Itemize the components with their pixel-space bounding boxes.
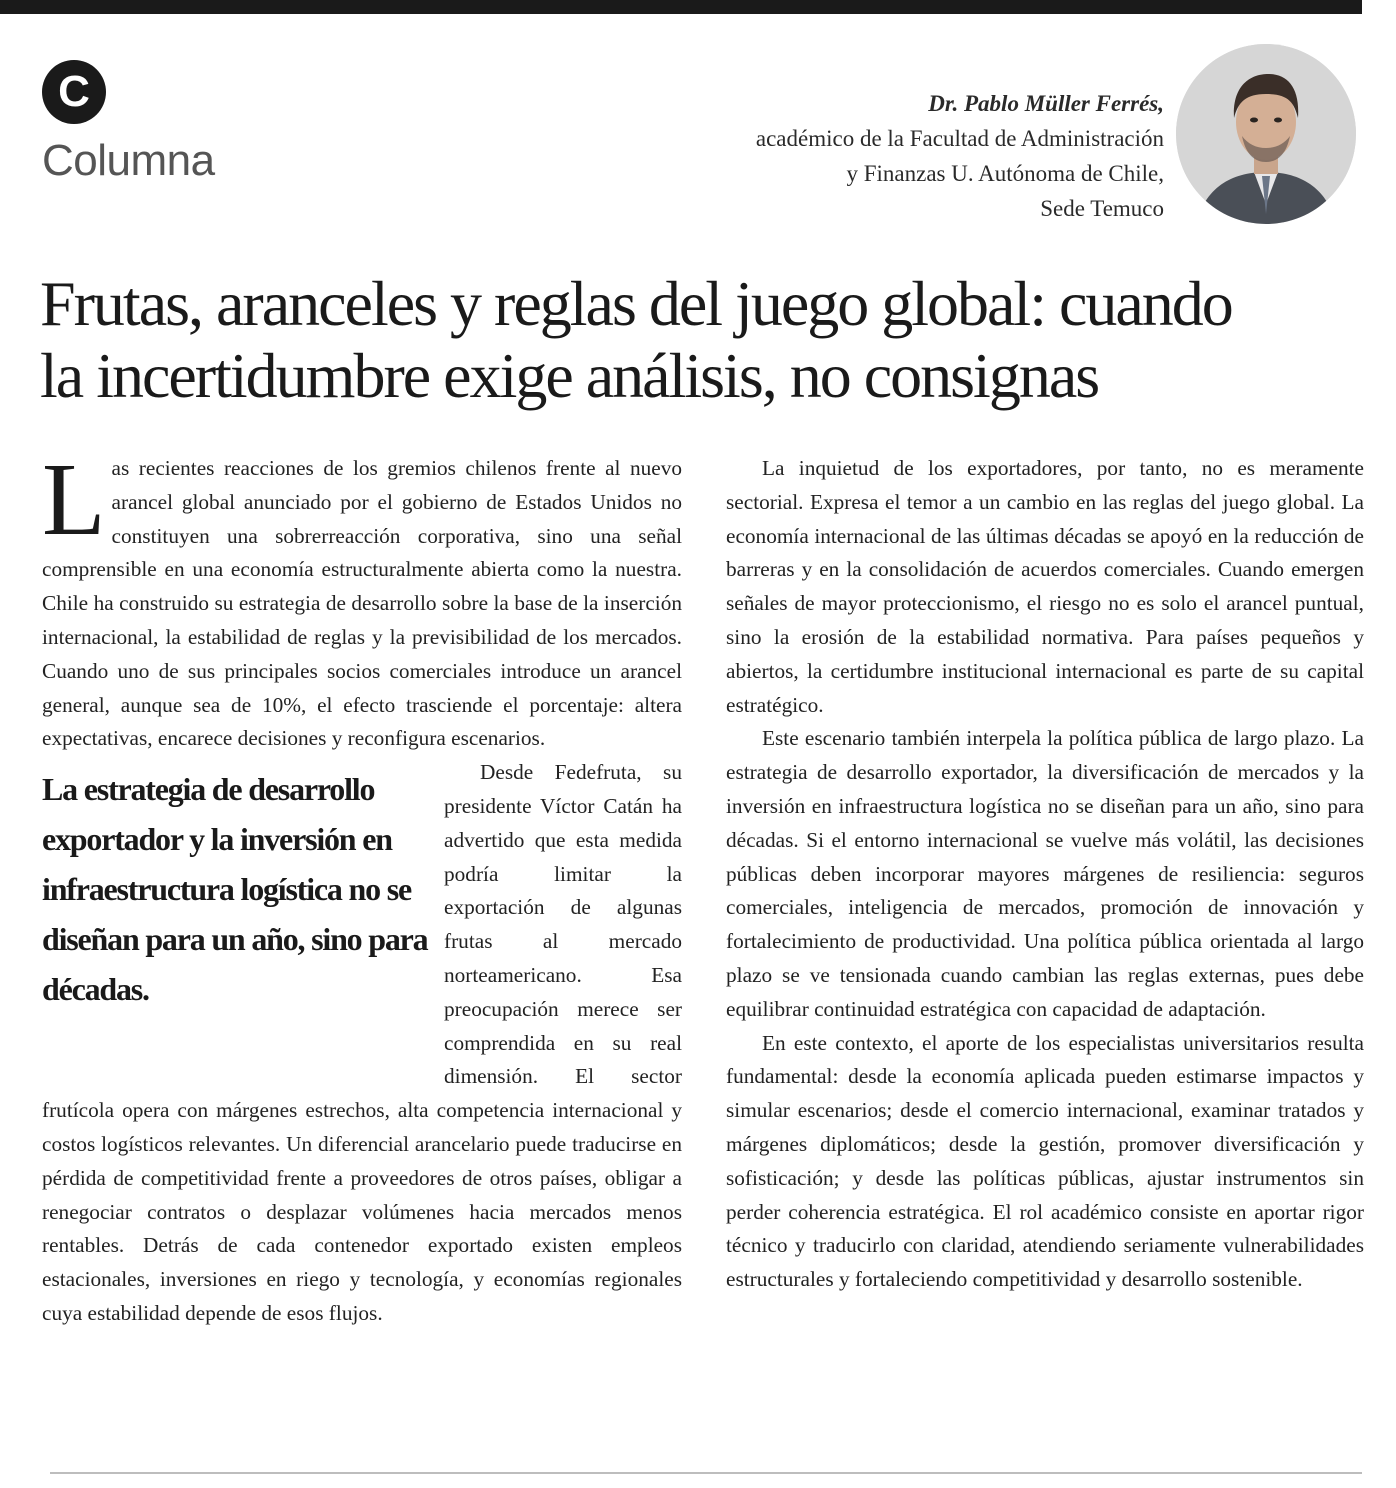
author-photo (1176, 44, 1356, 224)
body-column-left (42, 442, 682, 1331)
pull-quote: La estrategia de desarrollo exportador y la inversión en infraestructura logística no se diseñan para un año, sino para décadas. (42, 771, 428, 1008)
headline-line-2: la incertidumbre exige análisis, no consignas (40, 340, 1099, 411)
author-name: Dr. Pablo Müller Ferrés, (928, 91, 1164, 116)
paragraph: La inquietud de los exportadores, por tanto, no es meramente sectorial. Expresa el temor a un cambio en las reglas del juego global. La economía internacional de las últimas décadas se apoyó en la reducción de barreras y en la consolidación de acuerdos comerciales. Cuando emergen señales de mayor proteccionismo, el riesgo no es solo el arancel puntual, sino la erosión de la estabilidad normativa. Para países pequeños y abiertos, la certidumbre institucional internacional es parte de su capital estratégico. (726, 456, 1364, 717)
top-rule (0, 0, 1362, 14)
paragraph (42, 442, 682, 756)
paragraph: En este contexto, el aporte de los especialistas universitarios resulta fundamental: desde la economía aplicada pueden estimarse impactos y simular escenarios; desde el comercio internacional, examinar tratados y márgenes diplomáticos; desde la gestión, promover diversificación y sofisticación; y desde las políticas públicas, ajustar instrumentos sin perder coherencia estratégica. El rol académico consiste en aportar rigor técnico y traducirlo con claridad, atendiendo seriamente vulnerabilidades estructurales y fortaleciendo competitividad y desarrollo sostenible. (726, 1030, 1364, 1292)
section-badge: C (42, 60, 106, 124)
headline-line-1: Frutas, aranceles y reglas del juego global: cuando (40, 268, 1232, 339)
author-byline (756, 86, 1164, 226)
author-portrait-icon (1176, 44, 1356, 224)
author-affiliation-3: Sede Temuco (1040, 196, 1164, 221)
bottom-rule (50, 1472, 1362, 1474)
section-label: Columna (42, 136, 215, 185)
headline (40, 268, 1370, 412)
author-affiliation-2: y Finanzas U. Autónoma de Chile, (846, 161, 1164, 186)
paragraph-text: as recientes reacciones de los gremios chilenos frente al nuevo arancel global anunciado por el gobierno de Estados Unidos no constituyen una sobrerreacción corporativa, sino una señal comprensible en una economía estructuralmente abierta como la nuestra. Chile ha construido su estrategia de desarrollo sobre la base de la inserción internacional, la estabilidad de reglas y la previsibilidad de los mercados. Cuando uno de sus principales socios comerciales introduce un arancel general, aunque sea de 10%, el efecto trasciende el porcentaje: altera expectativas, encarece decisiones y reconfigura escenarios. (42, 456, 682, 751)
drop-cap: L (42, 442, 106, 557)
paragraph: Este escenario también interpela la política pública de largo plazo. La estrategia de desarrollo exportador, la diversificación de mercados y la inversión en infraestructura logística no se diseñan para un año, sino para décadas. Si el entorno internacional se vuelve más volátil, las decisiones públicas deben incorporar mayores márgenes de resiliencia: seguros comerciales, inteligencia de mercados, promoción de innovación y fortalecimiento de productividad. Una política pública orientada al largo plazo se ve tensionada cuando cambian las reglas externas, pues debe equilibrar continuidad estratégica con capacidad de adaptación. (726, 726, 1364, 1021)
body-column-right (726, 452, 1364, 1297)
paragraph: Desde Fedefruta, su presidente Víctor Catán ha advertido que esta medida podría limitar la exportación de algunas frutas al mercado norteamericano. Esa preocupación merece ser comprendida en su real dimensión. El sector frutícola opera con márgenes estrechos, alta competencia internacional y costos logísticos relevantes. Un diferencial arancelario puede traducirse en pérdida de competitividad frente a proveedores de otros países, obligar a renegociar contratos o desplazar volúmenes hacia mercados menos rentables. Detrás de cada contenedor exportado existen empleos estacionales, inversiones en riego y tecnología, y economías regionales cuya estabilidad depende de esos flujos. (42, 760, 682, 1325)
author-affiliation-1: académico de la Facultad de Administración (755, 126, 1164, 151)
